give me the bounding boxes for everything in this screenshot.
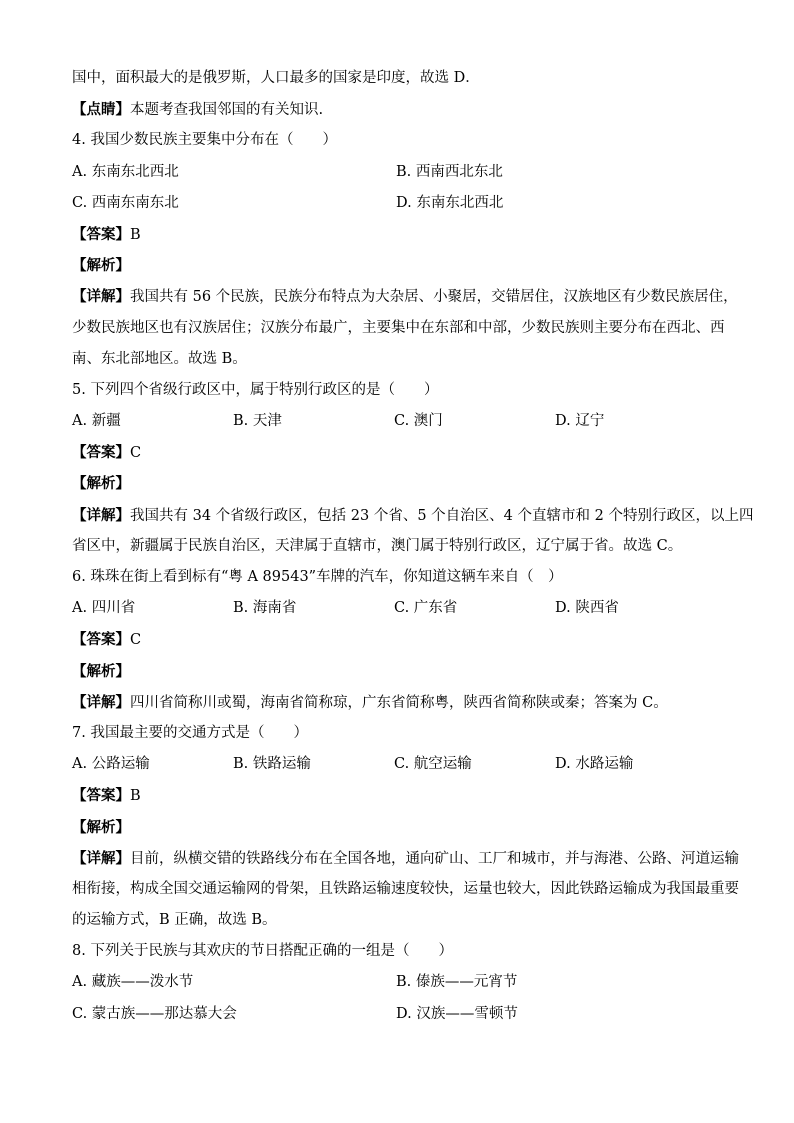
question-6-detail-line-1: [72, 687, 722, 718]
answer-tag: 【答案】: [72, 444, 130, 462]
question-4-options-row-2: [72, 188, 722, 219]
question-5-option-d: D. 辽宁: [555, 413, 605, 430]
question-8-options-row-1: [72, 967, 722, 998]
question-4-detail-line-3: 南、东北部地区。故选 B。: [72, 350, 247, 367]
question-7-detail-line-1: [72, 843, 739, 874]
question-4-option-d: D. 东南东北西北: [396, 194, 504, 211]
question-6-option-b: B. 海南省: [233, 600, 297, 617]
question-7-options: [72, 749, 722, 780]
detail-text: 目前，纵横交错的铁路线分布在全国各地，通向矿山、工厂和城市，并与海港、公路、河道运输: [130, 850, 739, 867]
question-5-analysis-tag: 【解析】: [72, 475, 130, 493]
question-5-options: [72, 406, 722, 437]
question-6-option-a: A. 四川省: [72, 600, 136, 617]
question-7-option-b: B. 铁路运输: [233, 756, 311, 773]
question-5-option-b: B. 天津: [233, 413, 282, 430]
question-7-stem: 7. 我国最主要的交通方式是（ ）: [72, 724, 308, 741]
question-7-answer: [72, 780, 722, 811]
question-5-detail-line-2: 省区中，新疆属于民族自治区，天津属于直辖市，澳门属于特别行政区，辽宁属于省。故选 C。: [72, 537, 683, 554]
question-4-options-row-1: [72, 157, 722, 188]
question-6-options: [72, 593, 722, 624]
question-4-detail-line-1: [72, 281, 738, 312]
question-8-option-c: C. 蒙古族——那达慕大会: [72, 1005, 237, 1022]
detail-tag: 【详解】: [72, 288, 130, 306]
question-5-detail-line-1: [72, 500, 754, 531]
answer-value: B: [130, 788, 141, 805]
question-4-option-c: C. 西南东南东北: [72, 194, 179, 211]
question-6-answer: [72, 624, 722, 655]
detail-text: 我国共有 56 个民族，民族分布特点为大杂居、小聚居，交错居住，汉族地区有少数民族居住，: [130, 289, 738, 306]
detail-tag: 【详解】: [72, 693, 130, 711]
answer-tag: 【答案】: [72, 787, 130, 805]
question-4-detail-line-2: 少数民族地区也有汉族居住；汉族分布最广，主要集中在东部和中部，少数民族则主要分布在西北、西: [72, 319, 725, 336]
note-tag: 【点睛】: [72, 101, 130, 119]
question-7-option-a: A. 公路运输: [72, 756, 150, 773]
question-4-analysis-tag: 【解析】: [72, 257, 130, 275]
detail-tag: 【详解】: [72, 506, 130, 524]
question-8-option-b: B. 傣族——元宵节: [396, 974, 518, 991]
answer-tag: 【答案】: [72, 225, 130, 243]
question-5-option-c: C. 澳门: [394, 413, 443, 430]
question-4-option-a: A. 东南东北西北: [72, 163, 179, 180]
question-8-option-a: A. 藏族——泼水节: [72, 974, 194, 991]
question-7-detail-line-2: 相衔接，构成全国交通运输网的骨架，且铁路运输速度较快，运量也较大，因此铁路运输成为我国最重要: [72, 880, 739, 897]
question-5-option-a: A. 新疆: [72, 413, 121, 430]
question-6-stem: 6. 珠珠在街上看到标有“粤 A 89543”车牌的汽车，你知道这辆车来自（ ）: [72, 569, 563, 585]
question-6-option-c: C. 广东省: [394, 600, 458, 617]
previous-answer-tail: 国中，面积最大的是俄罗斯，人口最多的国家是印度，故选 D．: [72, 70, 480, 86]
question-4-option-b: B. 西南西北东北: [396, 163, 503, 180]
question-8-stem: 8. 下列关于民族与其欢庆的节日搭配正确的一组是（ ）: [72, 943, 453, 960]
question-4-answer: [72, 219, 722, 250]
question-6-option-d: D. 陕西省: [555, 600, 619, 617]
question-7-option-c: C. 航空运输: [394, 756, 472, 773]
detail-text: 我国共有 34 个省级行政区，包括 23 个省、5 个自治区、4 个直辖市和 2 个特别行政区，以上四: [130, 507, 754, 524]
question-7-detail-line-3: 的运输方式，B 正确，故选 B。: [72, 912, 277, 929]
question-4-stem: 4. 我国少数民族主要集中分布在（ ）: [72, 132, 337, 149]
question-7-option-d: D. 水路运输: [555, 756, 634, 773]
answer-value: C: [130, 632, 142, 649]
answer-value: C: [130, 445, 142, 462]
question-8-options-row-2: [72, 999, 722, 1030]
note-text: 本题考查我国邻国的有关知识.: [130, 102, 324, 119]
question-6-analysis-tag: 【解析】: [72, 662, 130, 680]
answer-tag: 【答案】: [72, 631, 130, 649]
question-8-option-d: D. 汉族——雪顿节: [396, 1005, 518, 1022]
detail-text: 四川省简称川或蜀，海南省简称琼，广东省简称粤，陕西省简称陕或秦；答案为 C。: [130, 694, 668, 711]
question-5-stem: 5. 下列四个省级行政区中，属于特别行政区的是（ ）: [72, 381, 439, 398]
note-line: [72, 94, 722, 125]
question-7-analysis-tag: 【解析】: [72, 818, 130, 836]
document-page: [72, 63, 754, 1030]
question-5-answer: [72, 437, 722, 468]
answer-value: B: [130, 226, 141, 243]
detail-tag: 【详解】: [72, 849, 130, 867]
